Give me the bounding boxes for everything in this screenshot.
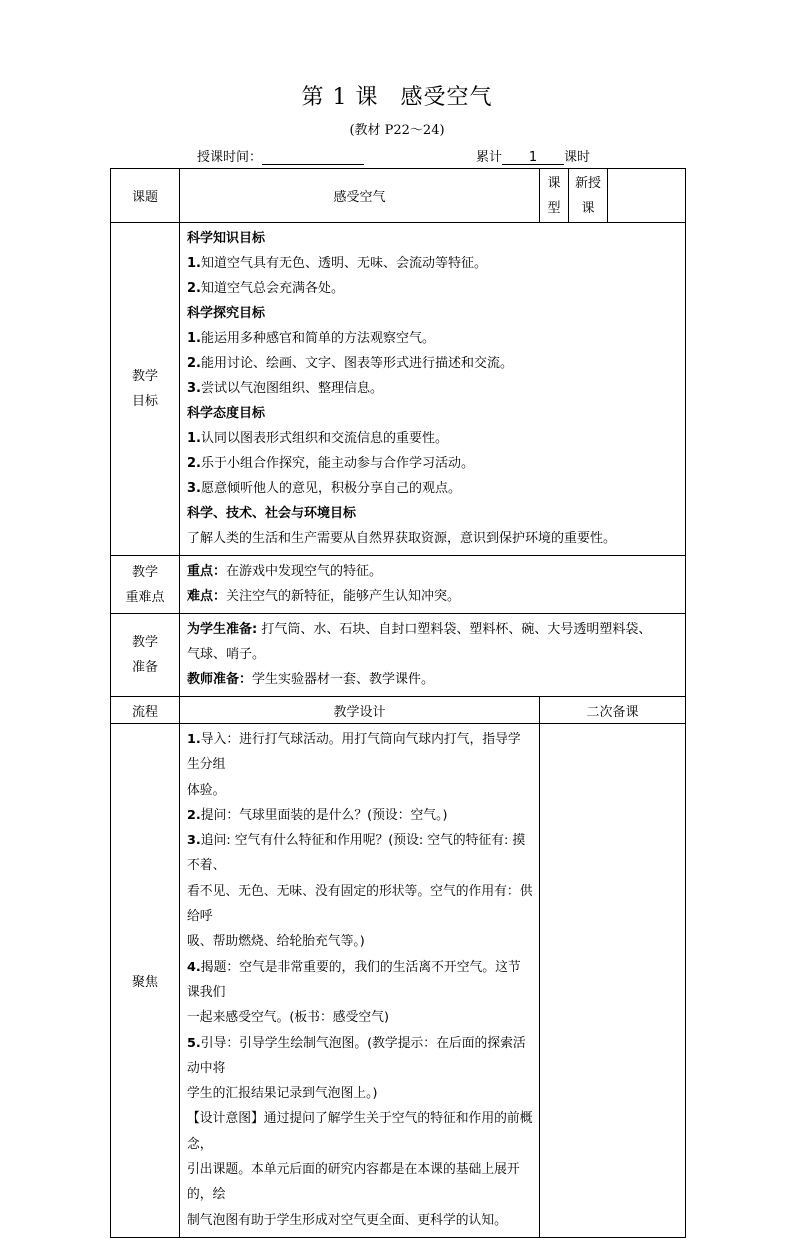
item-text: 乐于小组合作探究，能主动参与合作学习活动。: [200, 456, 474, 471]
item-text: 一起来感受空气。(板书：感受空气): [187, 1010, 389, 1026]
focus-section-label: 聚焦: [111, 724, 180, 1238]
objective-line: [187, 251, 679, 276]
item-number: 1.: [187, 256, 201, 271]
objective-line: [187, 451, 679, 476]
item-text: 尝试以气泡图组织、整理信息。: [200, 381, 383, 396]
teaching-time-label: 授课时间：: [197, 150, 263, 165]
item-number: 1.: [187, 431, 201, 446]
item-text: 导入：进行打气球活动。用打气筒向气球内打气，指导学生分组: [187, 732, 521, 773]
item-number: 2.: [187, 356, 201, 371]
focus-line: [187, 955, 533, 1006]
type-cell-spacer: [608, 169, 686, 223]
focus-line: [187, 1005, 533, 1030]
type-label-line2: 型: [547, 200, 561, 216]
cumulative-value: 1: [502, 150, 564, 165]
focus-line: [187, 879, 533, 930]
objectives-list: [187, 226, 679, 551]
teacher-prep-label: 教师准备：: [187, 672, 253, 687]
focus-section-content: [180, 724, 540, 1238]
objectives-label-line1: 教学: [131, 369, 158, 384]
item-text: 看不见、无色、无味、没有固定的形状等。空气的作用有：供给呼: [187, 883, 533, 925]
key-points-content: [180, 556, 686, 614]
item-text: 学生的汇报结果记录到气泡图上。): [187, 1086, 378, 1102]
objective-line: [187, 401, 679, 426]
objective-line: [187, 501, 679, 526]
item-text: 追问: 空气有什么特征和作用呢？(预设: 空气的特征有: 摸不着、: [187, 833, 526, 874]
item-text: 【设计意图】通过提问了解学生关于空气的特征和作用的前概念，: [187, 1111, 533, 1152]
item-number: 4.: [187, 959, 201, 975]
section-heading: 科学探究目标: [187, 306, 266, 321]
preparation-content: [180, 614, 686, 697]
preparation-row: [111, 614, 686, 697]
item-text: 体验。: [187, 782, 226, 798]
item-number: 2.: [187, 281, 201, 296]
student-prep-text-1: 打气筒、水、石块、自封口塑料袋、塑料杯、碗、大号透明塑料袋、: [257, 622, 652, 637]
teaching-time-blank: [262, 150, 364, 165]
cumulative-hours: [476, 146, 590, 165]
focus-line: [187, 1208, 533, 1233]
design-header: 教学设计: [180, 697, 540, 724]
type-value-line1: 新授: [574, 175, 601, 191]
type-label: [540, 169, 569, 222]
design-header-row: [111, 697, 686, 724]
objective-line: [187, 426, 679, 451]
student-prep-label: 为学生准备:: [187, 622, 258, 637]
type-value-line2: 课: [581, 200, 595, 216]
objective-line: [187, 476, 679, 501]
item-text: 吸、帮助燃烧、给轮胎充气等。): [187, 934, 365, 950]
item-number: 1.: [187, 732, 201, 747]
topic-label: 课题: [111, 169, 180, 223]
objectives-content: [180, 223, 686, 556]
type-value: [569, 169, 608, 222]
objective-line: [187, 351, 679, 376]
key-points-row: [111, 556, 686, 614]
type-cell: [540, 169, 608, 223]
focus-row: [111, 724, 686, 1238]
item-number: 2.: [187, 456, 201, 471]
preparation-label-line2: 准备: [131, 660, 158, 675]
preparation-label-line1: 教学: [131, 635, 158, 650]
item-text: 能用讨论、绘画、文字、图表等形式进行描述和交流。: [200, 356, 513, 371]
focus-line: [187, 803, 533, 828]
teacher-prep-text: 学生实验器材一套、教学课件。: [252, 672, 435, 687]
item-number: 3.: [187, 481, 201, 496]
item-text: 知道空气总会充满各处。: [200, 281, 344, 296]
item-text: 知道空气具有无色、透明、无味、会流动等特征。: [200, 256, 487, 271]
focus-line: [187, 778, 533, 803]
difficulty-label: 难点：: [187, 589, 227, 604]
cumulative-prefix: 累计: [476, 150, 503, 165]
teaching-time: [197, 146, 364, 165]
objective-line: [187, 526, 679, 551]
section-heading: 科学、技术、社会与环境目标: [187, 506, 357, 521]
lesson-plan-table: [110, 168, 686, 1238]
objective-line: [187, 276, 679, 301]
student-prep-text-2: 气球、哨子。: [187, 647, 266, 662]
focus-line: [187, 1106, 533, 1157]
item-text: 制气泡图有助于学生形成对空气更全面、更科学的认知。: [187, 1212, 507, 1228]
item-text: 提问：气球里面装的是什么？(预设：空气。): [200, 807, 448, 823]
focus-list: [187, 727, 533, 1233]
flow-header: 流程: [111, 697, 180, 724]
lesson-number: 第 1 课: [301, 85, 379, 110]
textbook-pages: (教材 P22～24): [349, 123, 445, 138]
second-prep-header: 二次备课: [540, 697, 686, 724]
item-text: 揭题：空气是非常重要的，我们的生活离不开空气。这节课我们: [187, 959, 521, 1000]
focus-line: [187, 929, 533, 954]
preparation-label: [111, 614, 180, 697]
type-label-line1: 课: [547, 175, 561, 191]
section-heading: 科学知识目标: [187, 231, 266, 246]
item-text: 引出课题。本单元后面的研究内容都是在本课的基础上展开的，绘: [187, 1162, 520, 1203]
objectives-label: [111, 223, 180, 556]
focus-line: [187, 727, 533, 778]
focus-line: [187, 1031, 533, 1082]
objectives-row: [111, 223, 686, 556]
item-number: 5.: [187, 1035, 201, 1051]
item-number: 3.: [187, 381, 201, 396]
cumulative-suffix: 课时: [564, 150, 591, 165]
objective-line: [187, 376, 679, 401]
focus-text: 在游戏中发现空气的特征。: [226, 564, 383, 579]
item-text: 愿意倾听他人的意见，积极分享自己的观点。: [200, 481, 461, 496]
focus-line: [187, 1157, 533, 1208]
focus-label: 重点：: [187, 564, 227, 579]
key-points-label: [111, 556, 180, 614]
item-number: 3.: [187, 833, 201, 849]
second-prep-cell: [540, 724, 686, 1238]
item-number: 1.: [187, 331, 201, 346]
topic-row: [111, 169, 686, 223]
topic-value: 感受空气: [180, 169, 540, 223]
section-heading: 科学态度目标: [187, 406, 266, 421]
lesson-title: [0, 80, 794, 111]
item-text: 引导：引导学生绘制气泡图。(教学提示：在后面的探索活动中将: [187, 1035, 526, 1076]
key-points-label-line1: 教学: [131, 564, 158, 580]
item-text: 认同以图表形式组织和交流信息的重要性。: [200, 431, 448, 446]
objective-line: [187, 326, 679, 351]
objectives-label-line2: 目标: [131, 394, 158, 409]
difficulty-text: 关注空气的新特征，能够产生认知冲突。: [226, 589, 461, 604]
lesson-name: 感受空气: [400, 85, 493, 110]
item-number: 2.: [187, 807, 201, 823]
item-text: 了解人类的生活和生产需要从自然界获取资源，意识到保护环境的重要性。: [187, 531, 617, 546]
focus-line: [187, 1081, 533, 1106]
key-points-label-line2: 重难点: [125, 589, 165, 605]
objective-line: [187, 226, 679, 251]
objective-line: [187, 301, 679, 326]
item-text: 能运用多种感官和简单的方法观察空气。: [200, 331, 435, 346]
focus-line: [187, 828, 533, 879]
